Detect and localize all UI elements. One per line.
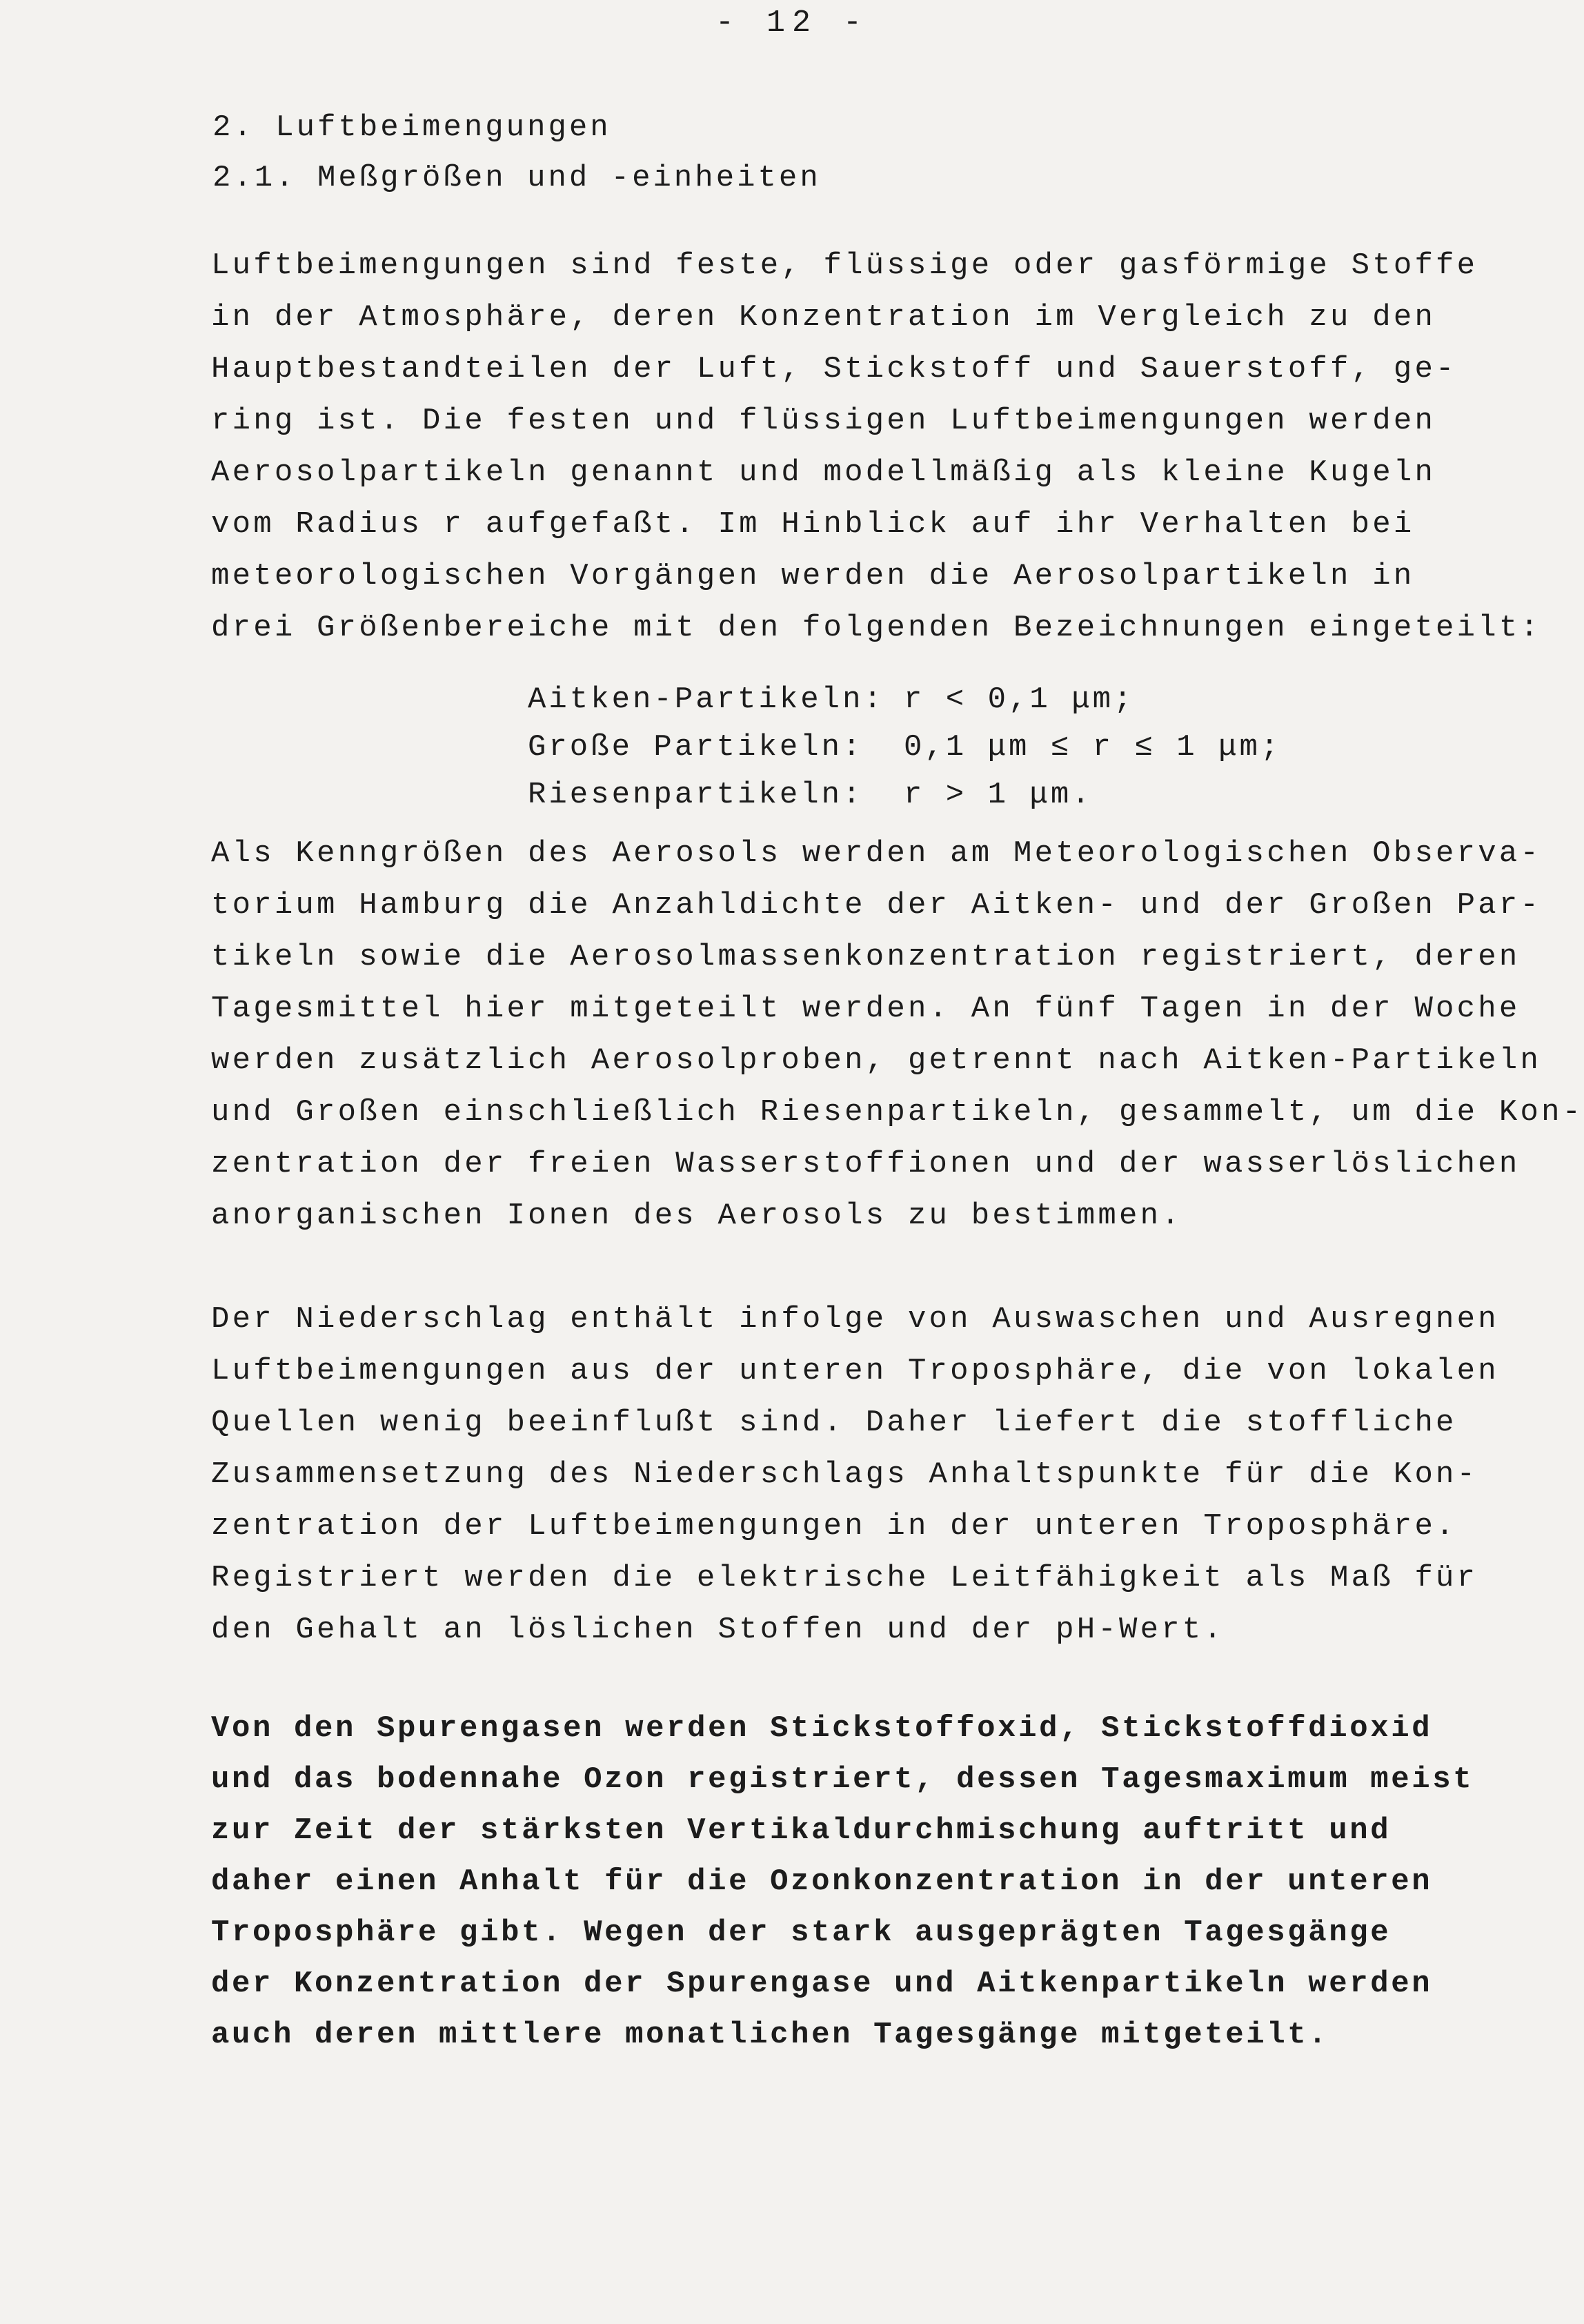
size-range-label: Große Partikeln: — [528, 730, 864, 765]
page-number: - 12 - — [715, 6, 869, 41]
text-line: Luftbeimengungen aus der unteren Troposphäre, die von lokalen — [211, 1354, 1499, 1388]
text-line: Registriert werden die elektrische Leitfähigkeit als Maß für — [211, 1561, 1478, 1595]
text-line: vom Radius r aufgefaßt. Im Hinblick auf ihr Verhalten bei — [211, 507, 1415, 542]
text-line: torium Hamburg die Anzahldichte der Aitken- und der Großen Par- — [211, 888, 1542, 923]
paragraph-aerosol-definition — [211, 240, 1563, 654]
text-line: Luftbeimengungen sind feste, flüssige oder gasförmige Stoffe — [211, 248, 1478, 283]
text-line: den Gehalt an löslichen Stoffen und der pH-Wert. — [211, 1613, 1225, 1647]
text-line: Zusammensetzung des Niederschlags Anhaltspunkte für die Kon- — [211, 1457, 1478, 1492]
text-line: Hauptbestandteilen der Luft, Stickstoff und Sauerstoff, ge- — [211, 352, 1457, 386]
text-line: Tagesmittel hier mitgeteilt werden. An fünf Tagen in der Woche — [211, 992, 1521, 1026]
text-line: zentration der freien Wasserstoffionen und der wasserlöslichen — [211, 1147, 1521, 1181]
text-line: daher einen Anhalt für die Ozonkonzentration in der unteren — [211, 1864, 1433, 1899]
text-line: Als Kenngrößen des Aerosols werden am Meteorologischen Observa- — [211, 836, 1542, 871]
text-line: der Konzentration der Spurengase und Aitkenpartikeln werden — [211, 1967, 1433, 2001]
size-range-value: 0,1 μm ≤ r ≤ 1 μm; — [904, 730, 1282, 765]
text-line: werden zusätzlich Aerosolproben, getrennt nach Aitken-Partikeln — [211, 1043, 1542, 1078]
section-subheading: 2.1. Meßgrößen und -einheiten — [212, 161, 821, 195]
text-line: Aerosolpartikeln genannt und modellmäßig als kleine Kugeln — [211, 455, 1436, 490]
text-line: Von den Spurengasen werden Stickstoffoxid, Stickstoffdioxid — [211, 1711, 1433, 1746]
text-line: tikeln sowie die Aerosolmassenkonzentration registriert, deren — [211, 940, 1521, 974]
size-range-value: r < 0,1 μm; — [904, 682, 1135, 717]
size-range-aitken — [528, 676, 1281, 724]
text-line: drei Größenbereiche mit den folgenden Bezeichnungen eingeteilt: — [211, 611, 1542, 645]
text-line: in der Atmosphäre, deren Konzentration im Vergleich zu den — [211, 300, 1436, 335]
text-line: auch deren mittlere monatlichen Tagesgänge mitgeteilt. — [211, 2018, 1329, 2052]
text-line: Quellen wenig beeinflußt sind. Daher liefert die stoffliche — [211, 1406, 1457, 1440]
size-range-label: Aitken-Partikeln: — [528, 682, 884, 717]
text-line: zur Zeit der stärksten Vertikaldurchmischung auftritt und — [211, 1813, 1392, 1848]
text-line: zentration der Luftbeimengungen in der unteren Troposphäre. — [211, 1509, 1457, 1544]
size-range-list — [528, 676, 1281, 819]
text-line: meteorologischen Vorgängen werden die Aerosolpartikeln in — [211, 559, 1415, 593]
text-line: und das bodennahe Ozon registriert, dessen Tagesmaximum meist — [211, 1762, 1474, 1797]
size-range-large — [528, 724, 1281, 771]
text-line: Troposphäre gibt. Wegen der stark ausgeprägten Tagesgänge — [211, 1916, 1392, 1950]
text-line: Der Niederschlag enthält infolge von Auswaschen und Ausregnen — [211, 1302, 1499, 1337]
size-range-label: Riesenpartikeln: — [528, 778, 864, 812]
text-line: und Großen einschließlich Riesenpartikeln, gesammelt, um die Kon- — [211, 1095, 1584, 1130]
text-line: ring ist. Die festen und flüssigen Luftbeimengungen werden — [211, 404, 1436, 438]
size-range-giant — [528, 771, 1281, 819]
section-heading: 2. Luftbeimengungen — [212, 110, 611, 145]
size-range-value: r > 1 μm. — [904, 778, 1093, 812]
paragraph-trace-gases — [211, 1703, 1563, 2060]
paragraph-aerosol-measurement — [211, 828, 1584, 1242]
text-line: anorganischen Ionen des Aerosols zu bestimmen. — [211, 1199, 1182, 1233]
paragraph-precipitation — [211, 1294, 1563, 1656]
